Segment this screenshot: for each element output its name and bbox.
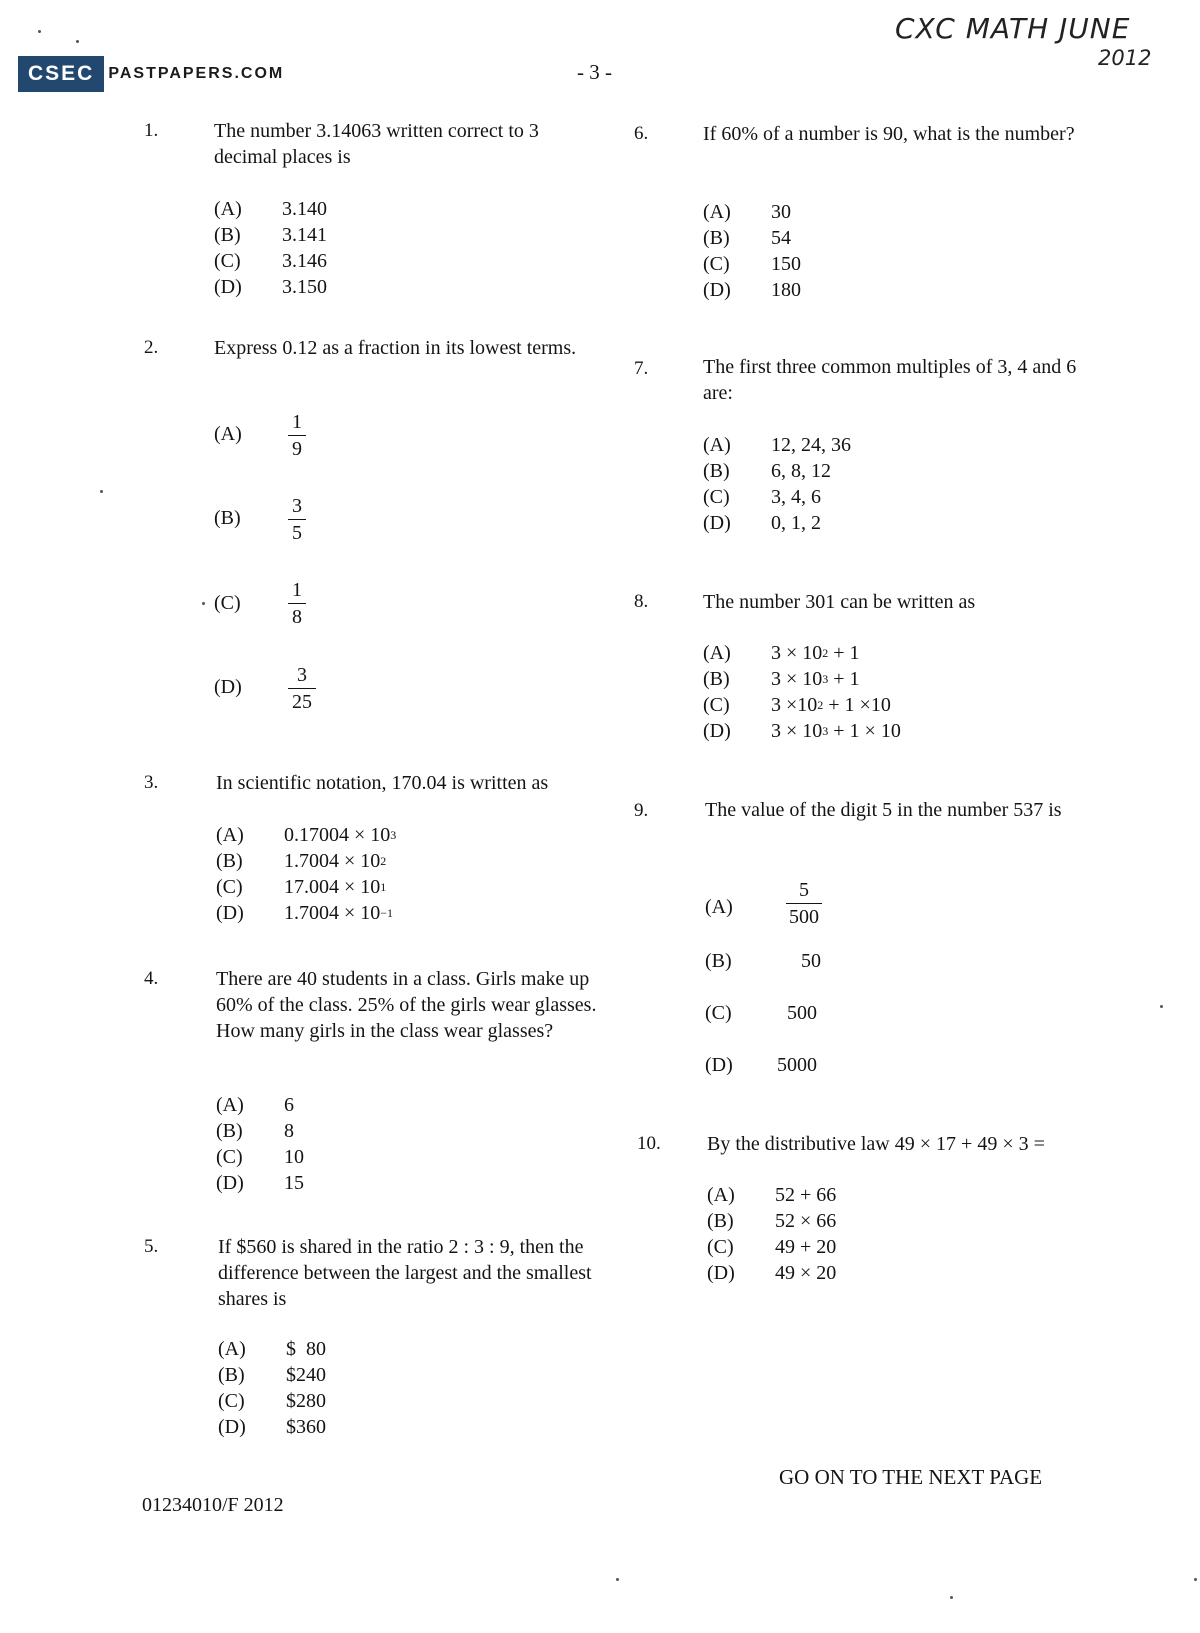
scan-speck bbox=[950, 1596, 953, 1599]
question-number: 4. bbox=[144, 968, 159, 989]
option-a: (A) 30 bbox=[703, 201, 791, 223]
question-number: 7. bbox=[634, 358, 649, 379]
option-d: (D) 3.150 bbox=[214, 276, 327, 298]
scan-speck bbox=[38, 30, 41, 33]
question-text: In scientific notation, 170.04 is written as bbox=[216, 772, 549, 794]
option-c: (C) 3.146 bbox=[214, 250, 327, 272]
question-text: Express 0.12 as a fraction in its lowest terms. bbox=[214, 337, 577, 359]
question-number: 6. bbox=[634, 123, 649, 144]
fraction-c: 1 8 bbox=[288, 578, 306, 629]
handwritten-title: CXC MATH JUNE bbox=[895, 12, 1131, 45]
option-d: (D) 5000 bbox=[705, 1054, 817, 1076]
go-on-next-page: GO ON TO THE NEXT PAGE bbox=[779, 1465, 1043, 1489]
scan-speck bbox=[1160, 1005, 1163, 1008]
paper-code: 01234010/F 2012 bbox=[142, 1494, 284, 1516]
option-d: (D) 15 bbox=[216, 1172, 304, 1194]
option-b: (B) 50 bbox=[705, 950, 821, 972]
question-text: If 60% of a number is 90, what is the number? bbox=[703, 123, 1075, 145]
option-d: (D) 1.7004 × 10 −1 bbox=[216, 902, 394, 924]
option-a: (A) 52 + 66 bbox=[707, 1184, 837, 1206]
scan-speck bbox=[76, 40, 79, 43]
fraction-a: 1 9 bbox=[288, 410, 306, 461]
option-d: (D) $360 bbox=[218, 1416, 326, 1438]
question-text: The number 301 can be written as bbox=[703, 591, 976, 613]
option-d: (D) 3 × 10 3 + 1 × 10 bbox=[703, 720, 901, 742]
question-number: 10. bbox=[637, 1133, 661, 1154]
site-logo bbox=[18, 56, 284, 92]
question-text: If $560 is shared in the ratio 2 : 3 : 9, then the difference between the largest and the smallest shares is bbox=[218, 1236, 592, 1310]
option-c: (C) bbox=[214, 592, 241, 614]
option-c: (C) 3, 4, 6 bbox=[703, 486, 821, 508]
option-b: (B) 1.7004 × 10 2 bbox=[216, 850, 387, 872]
handwritten-year: 2012 bbox=[1098, 46, 1152, 70]
question-number: 5. bbox=[144, 1236, 159, 1257]
option-c: (C) 3 ×10 2 + 1 ×10 bbox=[703, 694, 891, 716]
option-a: (A) 3.140 bbox=[214, 198, 327, 220]
scan-speck bbox=[616, 1578, 619, 1581]
option-b: (B) 3.141 bbox=[214, 224, 327, 246]
question-number: 2. bbox=[144, 337, 159, 358]
question-number: 3. bbox=[144, 772, 159, 793]
question-text: By the distributive law 49 × 17 + 49 × 3 = bbox=[707, 1133, 1045, 1155]
option-b: (B) 52 × 66 bbox=[707, 1210, 837, 1232]
option-b: (B) 6, 8, 12 bbox=[703, 460, 831, 482]
option-d: (D) 0, 1, 2 bbox=[703, 512, 821, 534]
option-a: (A) 6 bbox=[216, 1094, 294, 1116]
option-d: (D) 49 × 20 bbox=[707, 1262, 837, 1284]
option-b: (B) bbox=[214, 507, 241, 529]
scan-speck bbox=[1194, 1578, 1197, 1581]
fraction-d: 3 25 bbox=[288, 663, 316, 714]
option-d: (D) 180 bbox=[703, 279, 801, 301]
option-a: (A) 12, 24, 36 bbox=[703, 434, 851, 456]
option-c: (C) $280 bbox=[218, 1390, 326, 1412]
question-number: 1. bbox=[144, 120, 159, 141]
option-d: (D) bbox=[214, 676, 242, 698]
logo-csec: CSEC bbox=[18, 56, 104, 92]
question-text: The number 3.14063 written correct to 3 decimal places is bbox=[214, 120, 539, 168]
question-text: The first three common multiples of 3, 4 and 6 are: bbox=[703, 356, 1077, 404]
option-b: (B) 8 bbox=[216, 1120, 294, 1142]
option-a: (A) bbox=[705, 896, 733, 918]
option-a: (A) $ 80 bbox=[218, 1338, 326, 1360]
option-a: (A) bbox=[214, 423, 242, 445]
question-text: There are 40 students in a class. Girls make up 60% of the class. 25% of the girls wear glasses. How many girls in the class wear glasses? bbox=[216, 968, 597, 1042]
option-a: (A) 3 × 10 2 + 1 bbox=[703, 642, 860, 664]
option-c: (C) 500 bbox=[705, 1002, 817, 1024]
option-a: (A) 0.17004 × 10 3 bbox=[216, 824, 397, 846]
option-c: (C) 150 bbox=[703, 253, 801, 275]
option-c: (C) 10 bbox=[216, 1146, 304, 1168]
question-text: The value of the digit 5 in the number 537 is bbox=[705, 799, 1062, 821]
option-c: (C) 17.004 × 10 1 bbox=[216, 876, 387, 898]
scan-speck bbox=[100, 490, 103, 493]
option-c: (C) 49 + 20 bbox=[707, 1236, 837, 1258]
option-b: (B) $240 bbox=[218, 1364, 326, 1386]
fraction-b: 3 5 bbox=[288, 494, 306, 545]
fraction-a: 5 500 bbox=[786, 878, 822, 929]
question-number: 9. bbox=[634, 800, 649, 821]
scan-speck bbox=[202, 602, 205, 605]
question-number: 8. bbox=[634, 591, 649, 612]
option-b: (B) 3 × 10 3 + 1 bbox=[703, 668, 860, 690]
option-b: (B) 54 bbox=[703, 227, 791, 249]
logo-pastpapers: PASTPAPERS.COM bbox=[108, 65, 285, 82]
page-number: - 3 - bbox=[577, 60, 612, 84]
